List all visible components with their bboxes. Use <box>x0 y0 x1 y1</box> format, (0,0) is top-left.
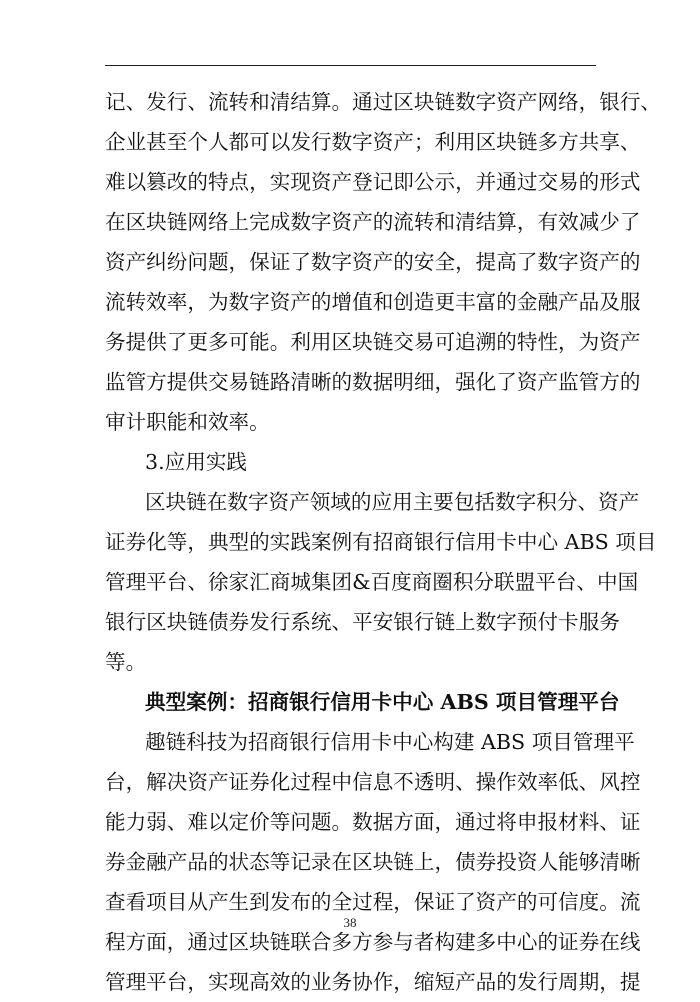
body-line: 企业甚至个人都可以发行数字资产；利用区块链多方共享、 <box>105 130 641 154</box>
body-line: 台，解决资产证券化过程中信息不透明、操作效率低、风控 <box>105 770 641 794</box>
body-line: 资产纠纷问题，保证了数字资产的安全，提高了数字资产的 <box>105 250 641 274</box>
header-rule <box>105 65 596 66</box>
body-line: 监管方提供交易链路清晰的数据明细，强化了资产监管方的 <box>105 370 641 394</box>
body-line: 等。 <box>105 650 147 674</box>
body-line: 区块链在数字资产领域的应用主要包括数字积分、资产 <box>145 490 640 514</box>
section-heading: 3.应用实践 <box>145 450 248 474</box>
body-line: 证券化等，典型的实践案例有招商银行信用卡中心 ABS 项目 <box>105 530 657 554</box>
body-line: 银行区块链债券发行系统、平安银行链上数字预付卡服务 <box>105 610 620 634</box>
body-line: 管理平台、徐家汇商城集团&百度商圈积分联盟平台、中国 <box>105 570 639 594</box>
case-heading: 典型案例：招商银行信用卡中心 ABS 项目管理平台 <box>145 690 620 714</box>
body-line: 查看项目从产生到发布的全过程，保证了资产的可信度。流 <box>105 890 641 914</box>
body-line: 流转效率，为数字资产的增值和创造更丰富的金融产品及服 <box>105 290 641 314</box>
body-line: 趣链科技为招商银行信用卡中心构建 ABS 项目管理平 <box>145 730 635 754</box>
body-line: 务提供了更多可能。利用区块链交易可追溯的特性，为资产 <box>105 330 641 354</box>
body-line: 券金融产品的状态等记录在区块链上，债券投资人能够清晰 <box>105 850 641 874</box>
body-line: 能力弱、难以定价等问题。数据方面，通过将申报材料、证 <box>105 810 641 834</box>
page-body <box>105 82 662 1002</box>
page-number: 38 <box>343 915 357 930</box>
body-line: 在区块链网络上完成数字资产的流转和清结算，有效减少了 <box>105 210 641 234</box>
body-line: 程方面，通过区块链联合多方参与者构建多中心的证券在线 <box>105 930 641 954</box>
body-line: 管理平台，实现高效的业务协作，缩短产品的发行周期，提 <box>105 970 641 994</box>
body-line: 记、发行、流转和清结算。通过区块链数字资产网络，银行、 <box>105 90 662 114</box>
body-line: 难以篡改的特点，实现资产登记即公示，并通过交易的形式 <box>105 170 641 194</box>
body-line: 审计职能和效率。 <box>105 410 270 434</box>
